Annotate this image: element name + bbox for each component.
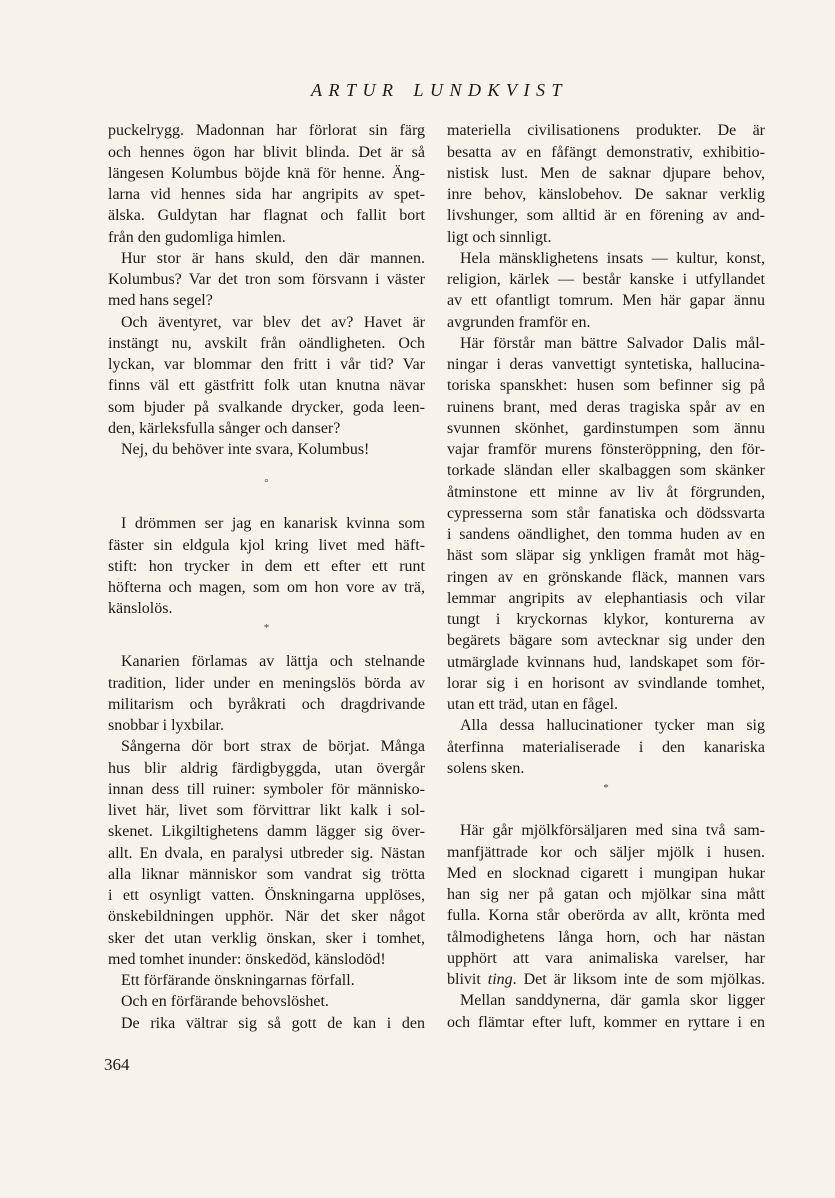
text-line: med tomhet inunder: önskedöd, känslodöd! xyxy=(108,950,386,968)
text-line: Kolumbus? Var det tron som försvann i väster xyxy=(108,271,425,289)
text-line: Hela mänsklighetens insats — kultur, konst, xyxy=(460,249,765,267)
right-column xyxy=(447,120,765,1033)
text-line: finns väl ett gästfritt folk utan knutna nävar xyxy=(108,377,425,395)
paragraph xyxy=(108,736,425,970)
paragraph xyxy=(108,120,425,248)
text-line: älska. Guldytan har flagnat och fallit bort xyxy=(108,207,425,225)
text-line: lemmar angripits av elephantiasis och vilar xyxy=(447,589,765,607)
text-line: i sandens oändlighet, den tomma huden av en xyxy=(447,526,765,544)
text-line: sker det utan verklig önskan, sker i tomhet, xyxy=(108,929,425,947)
page-number: 364 xyxy=(104,1055,130,1074)
paragraph xyxy=(447,820,765,990)
text-line: vajar framför murens fönsteröppning, den för- xyxy=(447,441,765,459)
text-line: ligt och sinnligt. xyxy=(447,228,552,246)
text-line: Ett förfärande önskningarnas förfall. xyxy=(121,972,355,990)
text-line: snobbar i lyxbilar. xyxy=(108,717,224,735)
paragraph xyxy=(108,513,425,619)
text-line: återfinna materialiserade i den kanariska xyxy=(447,738,765,756)
text-line: besatta av en fåfängt demonstrativ, exhibitio- xyxy=(447,143,765,161)
text-line: Hur stor är hans skuld, den där mannen. xyxy=(121,249,425,267)
text-line: I drömmen ser jag en kanarisk kvinna som xyxy=(121,515,425,533)
text-line: upphört att vara animaliska varelser, har xyxy=(447,949,765,967)
text-line: Och en förfärande behovslöshet. xyxy=(121,993,329,1011)
text-line: hus blir aldrig färdigbyggda, utan övergår xyxy=(108,759,425,777)
text-line: Här går mjölkförsäljaren med sina två sam- xyxy=(460,822,765,840)
text-line: De rika vältrar sig så gott de kan i den xyxy=(121,1014,425,1032)
paragraph xyxy=(447,333,765,716)
text-line: ringen av en grönskande fläck, mannen vars xyxy=(447,568,765,586)
paragraph xyxy=(108,248,425,312)
text-line xyxy=(447,969,765,990)
text-line: allt. En dvala, en paralysi utbreder sig. Nästan xyxy=(108,844,425,862)
text-line: cypresserna som står fanatiska och dödssvarta xyxy=(447,504,765,522)
paragraph xyxy=(447,248,765,333)
text-segment: blivit xyxy=(447,971,488,989)
paragraph xyxy=(108,970,425,991)
paragraph xyxy=(108,439,425,460)
text-line: utmärglade kvinnans hud, landskapet som för- xyxy=(447,653,765,671)
paragraph xyxy=(108,651,425,736)
text-line: nistisk lust. Men de saknar djupare behov, xyxy=(447,164,765,182)
text-line: fäster sin eldgula kjol kring livet med häft- xyxy=(108,536,425,554)
separator-mark: ° xyxy=(264,476,269,489)
text-line: ningar i deras vanvettigt syntetiska, hallucina- xyxy=(447,356,765,374)
section-separator xyxy=(108,460,425,513)
text-line: torkade sländan eller skalbaggen som skänker xyxy=(447,462,765,480)
text-line: önskebildningen upphör. När det sker något xyxy=(108,908,425,926)
text-line: Här förstår man bättre Salvador Dalis mål- xyxy=(460,334,765,352)
text-line: Och äventyret, var blev det av? Havet är xyxy=(121,313,425,331)
paragraph xyxy=(108,1013,425,1034)
paragraph xyxy=(108,312,425,440)
text-line: tradition, lider under en meningslös börda av xyxy=(108,674,425,692)
left-column xyxy=(108,120,425,1034)
text-segment: . Det är liksom inte de som mjölkas. xyxy=(512,971,766,989)
text-line: Med en slocknad cigarett i mungipan hukar xyxy=(447,864,765,882)
text-line: tungt i kryckornas klykor, konturerna av xyxy=(447,611,765,629)
paragraph xyxy=(108,991,425,1012)
text-line: av ett ofantligt tomrum. Men här gapar ännu xyxy=(447,292,765,310)
text-line: han sig ner på gatan och mjölkar sina mått xyxy=(447,886,765,904)
text-line: livet här, livet som förvittrar likt kalk i sol- xyxy=(108,802,425,820)
text-line: den, kärleksfulla sånger och danser? xyxy=(108,419,341,437)
text-line: som bjuder på svalkande drycker, goda leen- xyxy=(108,398,425,416)
text-line: tålmodighetens långa horn, och har nästan xyxy=(447,928,765,946)
separator-mark: * xyxy=(263,622,270,635)
text-line: svunnen skönhet, gardinstumpen som ännu xyxy=(447,419,765,437)
text-line: lyckan, var blommar den fritt i vår tid? Var xyxy=(108,356,425,374)
text-line: häst som släpar sig ynkligen framåt mot häg- xyxy=(447,547,765,565)
text-line: livshunger, som alltid är en förening av and- xyxy=(447,207,765,225)
text-line: åtminstone ett minne av liv åt förgrunden, xyxy=(447,483,765,501)
text-line: utan ett träd, utan en fågel. xyxy=(447,696,619,714)
paragraph xyxy=(447,120,765,248)
text-line: innan dess till ruiner: symboler för människo- xyxy=(108,780,425,798)
text-line: religion, kärlek — består kanske i utfyllandet xyxy=(447,271,765,289)
text-line: toriska spanskhet: husen som befinner sig på xyxy=(447,377,765,395)
text-line: Mellan sanddynerna, där gamla skor ligger xyxy=(460,992,765,1010)
text-line: Kanarien förlamas av lättja och stelnande xyxy=(121,653,425,671)
text-line: fulla. Korna står oberörda av allt, krönta med xyxy=(447,907,765,925)
running-head: ARTUR LUNDKVIST xyxy=(311,80,569,100)
text-line: och hennes ögon har blivit blinda. Det är så xyxy=(108,143,425,161)
text-line: skenet. Likgiltighetens damm lägger sig över- xyxy=(108,823,425,841)
text-line: höfterna och magen, som om hon vore av trä, xyxy=(108,579,425,597)
paragraph xyxy=(447,715,765,779)
text-line: materiella civilisationens produkter. De är xyxy=(447,122,765,140)
text-line: känslolös. xyxy=(108,600,173,618)
text-line: manfjättrade kor och säljer mjölk i husen. xyxy=(447,843,765,861)
paragraph xyxy=(447,990,765,1033)
text-line: längesen Kolumbus böjde knä för henne. Äng- xyxy=(108,164,425,182)
section-separator xyxy=(447,779,765,820)
text-line: med hans segel? xyxy=(108,292,213,310)
text-line: solens sken. xyxy=(447,759,525,777)
text-line: från den gudomliga himlen. xyxy=(108,228,286,246)
text-line: Sångerna dör bort strax de börjat. Många xyxy=(121,738,425,756)
text-line: Alla dessa hallucinationer tycker man sig xyxy=(460,717,765,735)
text-line: stift: hon trycker in dem ett efter ett runt xyxy=(108,557,425,575)
text-line: begärets bägare som avtecknar sig under den xyxy=(447,632,765,650)
text-line: alla liknar människor som vandrat sig trötta xyxy=(108,865,425,883)
text-line: Nej, du behöver inte svara, Kolumbus! xyxy=(121,441,370,459)
section-separator xyxy=(108,620,425,652)
text-line: larna vid hennes sida har angripits av spet- xyxy=(108,186,425,204)
text-line: militarism och byråkrati och dragdrivande xyxy=(108,695,425,713)
separator-mark: * xyxy=(603,781,609,794)
text-line: ruinens brant, med deras tragiska spår av en xyxy=(447,398,765,416)
italic-word: ting xyxy=(487,971,513,989)
text-line: avgrunden framför en. xyxy=(447,313,591,331)
text-line: och flämtar efter luft, kommer en ryttare i en xyxy=(447,1013,765,1031)
text-line: puckelrygg. Madonnan har förlorat sin färg xyxy=(108,122,425,140)
text-line: inre behov, känslobehov. De saknar verklig xyxy=(447,186,765,204)
text-line: instängt nu, avskilt från oändligheten. Och xyxy=(108,334,425,352)
text-line: lorar sig i en horisont av svindlande tomhet, xyxy=(447,674,765,692)
text-line: i ett osynligt vatten. Önskningarna upplöses, xyxy=(108,887,425,905)
